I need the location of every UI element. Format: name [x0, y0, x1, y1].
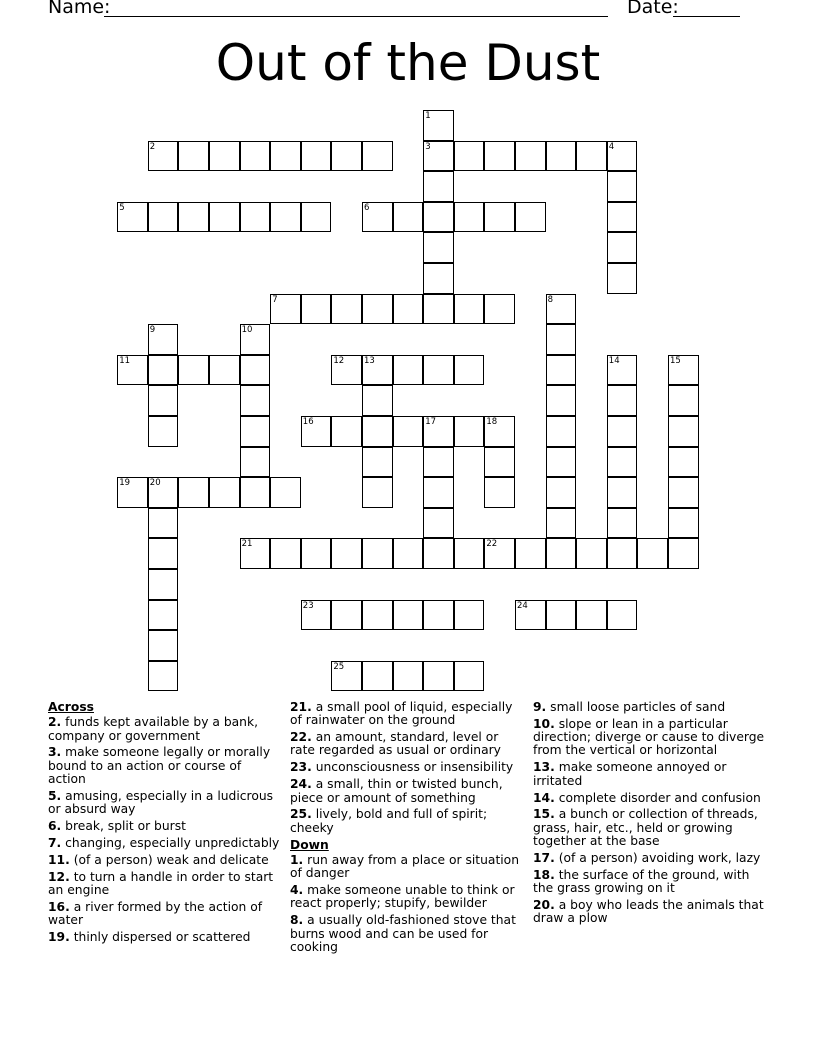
clue-number: 6. [48, 819, 62, 834]
grid-cell[interactable] [117, 202, 148, 233]
grid-cell[interactable] [240, 538, 271, 569]
clue-number: 20 [149, 478, 161, 489]
grid-cell[interactable] [454, 416, 485, 447]
grid-cell[interactable] [576, 538, 607, 569]
down-clue [290, 884, 522, 911]
clue-text: amusing, especially in a ludicrous or absurd way [48, 788, 274, 817]
grid-cell[interactable] [148, 661, 179, 692]
clue-text: lively, bold and full of spirit; cheeky [290, 807, 488, 835]
clue-text: to turn a handle in order to start an engine [48, 869, 274, 898]
across-clue [290, 778, 522, 805]
clue-column-2 [290, 701, 522, 958]
grid-cell[interactable] [607, 385, 638, 416]
grid-cell[interactable] [148, 416, 179, 447]
grid-cell[interactable] [668, 385, 699, 416]
grid-cell[interactable] [148, 630, 179, 661]
grid-cell[interactable] [607, 477, 638, 508]
clue-number: 19 [119, 478, 131, 489]
clue-number: 13 [364, 355, 375, 366]
grid-cell[interactable] [423, 477, 454, 508]
grid-cell[interactable] [331, 294, 362, 325]
grid-cell[interactable] [393, 538, 424, 569]
grid-cell[interactable] [423, 294, 454, 325]
grid-cell[interactable] [515, 600, 546, 631]
grid-cell[interactable] [668, 538, 699, 569]
across-clue [48, 746, 280, 786]
grid-cell[interactable] [362, 141, 393, 172]
clue-number: 1. [290, 852, 304, 867]
grid-cell[interactable] [607, 600, 638, 631]
clue-text: a bunch or collection of threads, grass, hair, etc., held or growing together at the base [533, 807, 758, 849]
down-clue [533, 869, 765, 896]
grid-cell[interactable] [423, 232, 454, 263]
grid-cell[interactable] [454, 202, 485, 233]
grid-cell[interactable] [362, 600, 393, 631]
grid-cell[interactable] [484, 294, 515, 325]
clue-number: 15 [670, 355, 681, 366]
grid-cell[interactable] [546, 385, 577, 416]
grid-cell[interactable] [148, 600, 179, 631]
grid-cell[interactable] [178, 355, 209, 386]
grid-cell[interactable] [240, 202, 271, 233]
grid-cell[interactable] [546, 294, 577, 325]
clue-number: 25 [333, 661, 345, 672]
grid-cell[interactable] [148, 508, 179, 539]
clue-text: slope or lean in a particular direction; diverge or cause to diverge from the vertical or horizontal [533, 716, 765, 758]
grid-cell[interactable] [515, 141, 546, 172]
clue-text: (of a person) weak and delicate [73, 852, 269, 867]
grid-cell[interactable] [148, 202, 179, 233]
clue-number: 10. [533, 716, 555, 731]
across-clue [48, 931, 280, 944]
grid-cell[interactable] [607, 355, 638, 386]
grid-cell[interactable] [423, 416, 454, 447]
clue-text: make someone legally or morally bound to an action or course of action [48, 745, 271, 787]
grid-cell[interactable] [362, 385, 393, 416]
date-label: Date: [627, 0, 679, 18]
grid-cell[interactable] [362, 477, 393, 508]
grid-cell[interactable] [668, 355, 699, 386]
clue-number: 4 [608, 141, 615, 152]
grid-cell[interactable] [637, 538, 668, 569]
grid-cell[interactable] [607, 141, 638, 172]
grid-cell[interactable] [454, 141, 485, 172]
grid-cell[interactable] [301, 538, 332, 569]
grid-cell[interactable] [301, 141, 332, 172]
grid-cell[interactable] [423, 202, 454, 233]
clue-number: 22 [486, 539, 498, 550]
clue-text: a river formed by the action of water [48, 900, 263, 928]
grid-cell[interactable] [484, 416, 515, 447]
down-clue [533, 852, 765, 865]
clue-number: 21. [290, 700, 312, 714]
down-clue [533, 761, 765, 788]
clue-number: 11 [119, 355, 131, 366]
section-heading: Across [48, 700, 94, 714]
clue-text: complete disorder and confusion [558, 790, 761, 805]
grid-cell[interactable] [178, 477, 209, 508]
down-clue [290, 914, 522, 954]
grid-cell[interactable] [607, 263, 638, 294]
clue-number: 6 [364, 202, 370, 213]
grid-cell[interactable] [331, 416, 362, 447]
grid-cell[interactable] [240, 477, 271, 508]
across-clue [48, 790, 280, 817]
grid-cell[interactable] [607, 416, 638, 447]
clue-text: (of a person) avoiding work, lazy [558, 850, 761, 865]
clue-text: an amount, standard, level or rate regarded as usual or ordinary [290, 730, 501, 758]
clue-number: 2 [149, 141, 156, 152]
across-clue [48, 716, 280, 743]
clue-number: 24 [517, 600, 528, 611]
grid-cell[interactable] [240, 447, 271, 478]
grid-cell[interactable] [423, 141, 454, 172]
across-clue [290, 701, 522, 728]
clue-number: 5. [48, 788, 62, 803]
clue-number: 14. [533, 790, 555, 805]
name-label: Name: [48, 0, 111, 18]
across-clue [48, 871, 280, 898]
grid-cell[interactable] [454, 661, 485, 692]
down-clue [533, 808, 765, 848]
clue-number: 15. [533, 807, 555, 822]
clue-text: funds kept available by a bank, company or government [48, 715, 258, 743]
grid-cell[interactable] [331, 355, 362, 386]
clue-number: 9 [149, 325, 156, 336]
down-clue [533, 899, 765, 926]
grid-cell[interactable] [270, 141, 301, 172]
grid-cell[interactable] [117, 477, 148, 508]
grid-cell[interactable] [209, 202, 240, 233]
clue-text: unconsciousness or insensibility [315, 760, 514, 775]
grid-cell[interactable] [362, 416, 393, 447]
grid-cell[interactable] [362, 538, 393, 569]
across-clue [48, 837, 280, 850]
grid-cell[interactable] [607, 232, 638, 263]
grid-cell[interactable] [331, 538, 362, 569]
grid-cell[interactable] [362, 447, 393, 478]
grid-cell[interactable] [209, 355, 240, 386]
grid-cell[interactable] [484, 477, 515, 508]
clue-number: 3. [48, 745, 62, 760]
clue-number: 16 [302, 417, 314, 427]
grid-cell[interactable] [484, 538, 515, 569]
grid-cell[interactable] [607, 538, 638, 569]
grid-cell[interactable] [454, 355, 485, 386]
grid-cell[interactable] [270, 202, 301, 233]
grid-cell[interactable] [301, 202, 332, 233]
grid-cell[interactable] [668, 477, 699, 508]
grid-cell[interactable] [240, 355, 271, 386]
grid-cell[interactable] [668, 447, 699, 478]
grid-cell[interactable] [484, 141, 515, 172]
grid-cell[interactable] [148, 569, 179, 600]
clue-number: 5 [119, 202, 125, 213]
grid-cell[interactable] [607, 202, 638, 233]
clue-text: make someone unable to think or react properly; stupify, bewilder [290, 883, 515, 911]
down-clue [533, 701, 765, 714]
grid-cell[interactable] [362, 661, 393, 692]
grid-cell[interactable] [423, 263, 454, 294]
section-heading: Down [290, 837, 329, 852]
grid-cell[interactable] [393, 294, 424, 325]
grid-cell[interactable] [240, 324, 271, 355]
grid-cell[interactable] [576, 600, 607, 631]
clue-column-1 [48, 701, 280, 948]
clue-number: 24. [290, 777, 312, 792]
clue-number: 18. [533, 867, 555, 882]
grid-cell[interactable] [546, 355, 577, 386]
grid-cell[interactable] [362, 294, 393, 325]
clue-column-3 [533, 701, 765, 929]
grid-cell[interactable] [423, 508, 454, 539]
grid-cell[interactable] [454, 600, 485, 631]
grid-cell[interactable] [240, 141, 271, 172]
clue-text: a small, thin or twisted bunch, piece or amount of something [290, 777, 503, 805]
grid-cell[interactable] [240, 416, 271, 447]
clue-text: a boy who leads the animals that draw a plow [533, 898, 764, 926]
grid-cell[interactable] [515, 538, 546, 569]
grid-cell[interactable] [148, 477, 179, 508]
clue-number: 23 [302, 600, 314, 611]
clue-number: 7 [272, 294, 278, 305]
grid-cell[interactable] [301, 294, 332, 325]
across-clue [290, 808, 522, 835]
grid-cell[interactable] [270, 477, 301, 508]
clue-text: run away from a place or situation of danger [290, 852, 520, 881]
clue-number: 8 [547, 294, 554, 305]
grid-cell[interactable] [148, 385, 179, 416]
across-clue [48, 901, 280, 928]
clue-text: changing, especially unpredictably [65, 836, 280, 851]
grid-cell[interactable] [515, 202, 546, 233]
grid-cell[interactable] [607, 171, 638, 202]
grid-cell[interactable] [546, 477, 577, 508]
clue-number: 3 [425, 141, 431, 152]
clue-number: 12 [333, 355, 345, 366]
grid-cell[interactable] [546, 141, 577, 172]
grid-cell[interactable] [423, 661, 454, 692]
clue-text: small loose particles of sand [550, 700, 726, 714]
grid-cell[interactable] [546, 538, 577, 569]
grid-cell[interactable] [331, 600, 362, 631]
grid-cell[interactable] [178, 202, 209, 233]
grid-cell[interactable] [240, 385, 271, 416]
clue-number: 17 [425, 417, 437, 427]
clue-number: 16. [48, 900, 70, 915]
clue-number: 25. [290, 807, 312, 822]
clue-text: the surface of the ground, with the grass growing on it [533, 867, 750, 896]
grid-cell[interactable] [423, 171, 454, 202]
clue-text: a small pool of liquid, especially of rainwater on the ground [290, 700, 513, 728]
grid-cell[interactable] [423, 355, 454, 386]
grid-cell[interactable] [576, 141, 607, 172]
grid-cell[interactable] [331, 141, 362, 172]
grid-cell[interactable] [393, 202, 424, 233]
grid-cell[interactable] [546, 447, 577, 478]
puzzle-title: Out of the Dust [215, 34, 601, 92]
clue-number: 1 [425, 111, 431, 121]
grid-cell[interactable] [607, 508, 638, 539]
clue-number: 18 [486, 417, 498, 427]
clue-number: 13. [533, 760, 555, 775]
grid-cell[interactable] [546, 600, 577, 631]
grid-cell[interactable] [423, 447, 454, 478]
grid-cell[interactable] [393, 600, 424, 631]
grid-cell[interactable] [668, 416, 699, 447]
clue-text: a usually old-fashioned stove that burns wood and can be used for cooking [290, 913, 516, 954]
down-clue [290, 854, 522, 881]
across-clue [48, 854, 280, 867]
grid-cell[interactable] [393, 661, 424, 692]
grid-cell[interactable] [362, 355, 393, 386]
clue-number: 7. [48, 836, 62, 851]
clue-number: 23. [290, 760, 312, 775]
grid-cell[interactable] [301, 416, 332, 447]
clue-number: 11. [48, 852, 70, 867]
grid-cell[interactable] [668, 508, 699, 539]
grid-cell[interactable] [148, 141, 179, 172]
grid-cell[interactable] [546, 508, 577, 539]
clue-number: 19. [48, 930, 70, 945]
grid-cell[interactable] [301, 600, 332, 631]
grid-cell[interactable] [362, 202, 393, 233]
clue-number: 2. [48, 715, 62, 730]
grid-cell[interactable] [209, 477, 240, 508]
clue-number: 9. [533, 700, 547, 714]
clue-number: 12. [48, 869, 70, 884]
across-clue [48, 820, 280, 833]
down-clue [533, 718, 765, 758]
grid-cell[interactable] [209, 141, 240, 172]
grid-cell[interactable] [454, 294, 485, 325]
grid-cell[interactable] [148, 324, 179, 355]
clue-number: 8. [290, 913, 304, 928]
grid-cell[interactable] [484, 202, 515, 233]
grid-cell[interactable] [270, 294, 301, 325]
grid-cell[interactable] [423, 110, 454, 141]
clue-number: 20. [533, 898, 555, 913]
grid-cell[interactable] [423, 600, 454, 631]
clue-number: 22. [290, 730, 312, 745]
grid-cell[interactable] [393, 355, 424, 386]
grid-cell[interactable] [423, 538, 454, 569]
grid-cell[interactable] [148, 538, 179, 569]
clue-text: make someone annoyed or irritated [533, 760, 727, 788]
clue-number: 10 [241, 325, 253, 336]
clue-number: 4. [290, 883, 304, 898]
grid-cell[interactable] [178, 141, 209, 172]
clue-text: break, split or burst [65, 819, 186, 834]
grid-cell[interactable] [546, 416, 577, 447]
grid-cell[interactable] [393, 416, 424, 447]
grid-cell[interactable] [546, 324, 577, 355]
grid-cell[interactable] [607, 447, 638, 478]
clue-text: thinly dispersed or scattered [73, 930, 251, 945]
across-clue [290, 761, 522, 774]
down-clue [533, 792, 765, 805]
across-clue [290, 731, 522, 758]
clue-number: 21 [241, 539, 253, 550]
grid-cell[interactable] [148, 355, 179, 386]
clue-number: 17. [533, 850, 555, 865]
grid-cell[interactable] [270, 538, 301, 569]
clue-number: 14 [608, 355, 620, 366]
grid-cell[interactable] [117, 355, 148, 386]
grid-cell[interactable] [454, 538, 485, 569]
grid-cell[interactable] [484, 447, 515, 478]
grid-cell[interactable] [331, 661, 362, 692]
